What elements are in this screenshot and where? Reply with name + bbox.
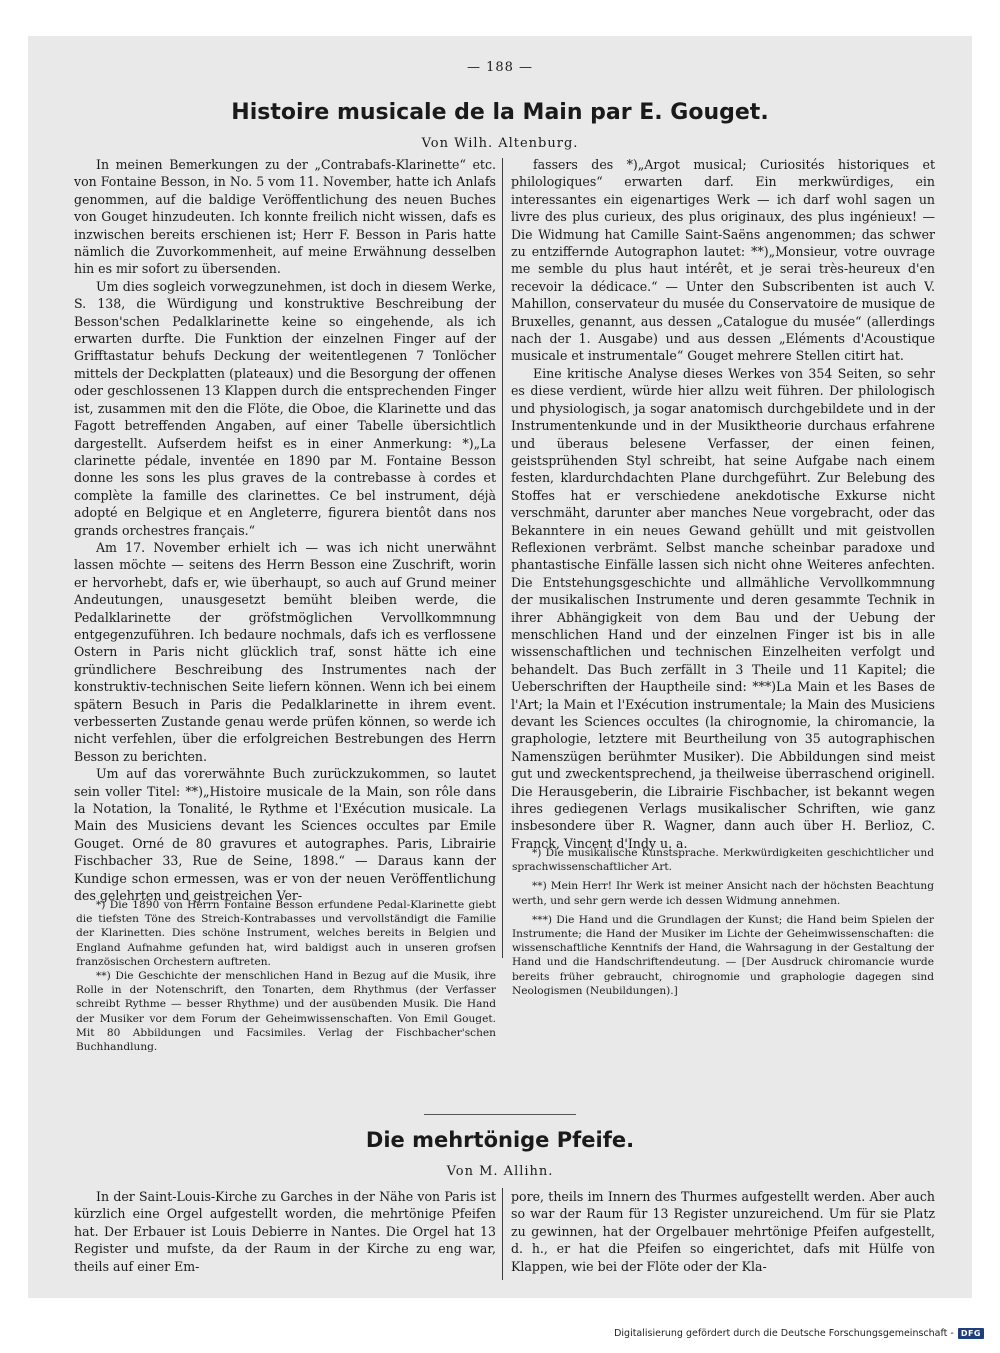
article-title: Histoire musicale de la Main par E. Gouget.: [231, 100, 769, 125]
dfg-logo-icon: DFG: [958, 1328, 984, 1339]
footnote: **) Die Geschichte der menschlichen Hand in Bezug auf die Musik, ihre Rolle in der Notenschrift, den Tonarten, dem Rhythmus (der Verfasser schreibt Rythme — besser Rhythme) und der ausübenden Musik. Die Hand der Musiker vor dem Forum der Geheimwissenschaften. Von Emil Gouget. Mit 80 Abbildungen und Facsimiles. Verlag der Fischbacher'schen Buchhandlung.: [76, 970, 496, 1054]
scanned-page: [28, 36, 972, 1298]
paragraph: pore, theils im Innern des Thurmes aufgestellt werden. Aber auch so war der Raum für 13 Register unzureichend. Um für sie Platz zu gewinnen, hat der Orgelbauer mehrtönige Pfeifen aufgestellt, d. h., er hat die Pfeifen so eingerichtet, dafs mit Hülfe von Klappen, wie bei der Flöte oder der Kla-: [511, 1189, 935, 1274]
footnote: ***) Die Hand und die Grundlagen der Kunst; die Hand beim Spielen der Instrumente; die Hand der Musiker im Lichte der Geheimwissenschaften: die wissenschaftliche Kenntnifs der Hand, die Wahrsagung in der Gestaltung der Hand und die Handschriftendeutung. — [Der Ausdruck chiromancie wurde bereits früher gebraucht, chirognomie und graphologie dagegen sind Neologismen (Neubildungen).]: [512, 913, 934, 997]
section-divider: [424, 1114, 576, 1115]
footnotes-left: [76, 898, 496, 1054]
column-divider: [502, 158, 503, 958]
paragraph: Um dies sogleich vorwegzunehmen, ist doch in diesem Werke, S. 138, die Würdigung und konstruktive Beschreibung der Besson'schen Pedalklarinette keine so eingehende, als ich erwarten durfte. Die Funktion der einzelnen Finger auf der Grifftastatur behufs Deckung der weitentlegenen 7 Tonlöcher mittels der Deckplatten (plateaux) und die Besorgung der offenen oder geschlossenen 13 Klappen durch die entsprechenden Finger ist, zusammen mit den die Flöte, die Oboe, die Klarinette und das Fagott betreffenden Angaben, auf einer Tabelle übersichtlich dargestellt. Aufserdem heifst es in einer Anmerkung: *)„La clarinette pédale, inventée en 1890 par M. Fontaine Besson donne les sons les plus graves de la contrebasse à cordes et complète la famille des clarinettes. Ce bel instrument, déjà adopté en Belgique et en Angleterre, figurera bientôt dans nos grands orchestres français.“: [74, 278, 496, 538]
article-right-column: [511, 156, 935, 851]
article-title: Die mehrtönige Pfeife.: [365, 1128, 635, 1152]
paragraph: In der Saint-Louis-Kirche zu Garches in der Nähe von Paris ist kürzlich eine Orgel aufgestellt worden, die mehrtönige Pfeifen hat. Der Erbauer ist Louis Debierre in Nantes. Die Orgel hat 13 Register und mufste, da der Raum in der Kirche zu eng war, theils auf einer Em-: [74, 1189, 496, 1274]
paragraph: In meinen Bemerkungen zu der „Contrabafs-Klarinette“ etc. von Fontaine Besson, in No. 5 vom 11. November, hatte ich Anlafs genommen, auf die baldige Veröffentlichung des neuen Buches von Gouget hinzudeuten. Ich konnte freilich nicht wissen, dafs es inzwischen bereits erschienen ist; Herr F. Besson in Paris hatte nämlich die Zuvorkommenheit, auf meine Erwähnung desselben hin es mir sofort zu übersenden.: [74, 157, 496, 277]
footnote: **) Mein Herr! Ihr Werk ist meiner Ansicht nach der höchsten Beachtung werth, und sehr gern werde ich dessen Widmung annehmen.: [512, 880, 934, 907]
page-number: — 188 —: [466, 60, 534, 75]
article-left-column: [74, 1188, 496, 1288]
digitization-credit: [614, 1328, 984, 1339]
paragraph: Eine kritische Analyse dieses Werkes von 354 Seiten, so sehr es diese verdient, würde hier allzu weit führen. Der philologisch und physiologisch, ja sogar anatomisch durchgebildete und in der Instrumentenkunde und in der Musiktheorie durchaus erfahrene und überaus belesene Verfasser, der einen feinen, geistsprühenden Styl schreibt, hat seine Aufgabe nach einem festen, klardurchdachten Plane durchgeführt. Zur Belebung des Stoffes hat er verschiedene anekdotische Exkurse nicht verschmäht, darunter aber manches Neue vorgebracht, oder das Bekanntere in ein neues Gewand gehüllt und mit geistvollen Reflexionen verbrämt. Selbst manche scheinbar paradoxe und phantastische Einfälle lassen sich nicht ohne Weiteres anfechten. Die Entstehungsgeschichte und allmähliche Vervollkommnung der musikalischen Instrumente und deren gesammte Technik in ihrer Abhängigkeit von dem Bau und der Uebung der menschlichen Hand und der einzelnen Finger ist bis in alle wissenschaftlichen und technischen Einzelheiten verfolgt und behandelt. Das Buch zerfällt in 3 Theile und 11 Kapitel; die Ueberschriften der Hauptheile sind: ***)La Main et les Bases de l'Art; la Main et l'Exécution instrumentale; la Main des Musiciens devant les Sciences occultes (la chirognomie, la chiromancie, la graphologie, letztere mit Beurtheilung von 35 autographischen Namenszügen berühmter Musiker). Die Abbildungen sind meist gut und zweckentsprechend, ja theilweise überraschend originell. Die Herausgeberin, die Librairie Fischbacher, ist bekannt wegen ihres gediegenen Verlags musikalischer Schriften, wie ganz insbesondere über R. Wagner, dann auch über H. Berlioz, C. Franck, Vincent d'Indy u. a.: [511, 365, 935, 851]
article-left-column: [74, 156, 496, 904]
credit-text: Digitalisierung gefördert durch die Deutsche Forschungsgemeinschaft -: [614, 1328, 954, 1339]
paragraph: Um auf das vorerwähnte Buch zurückzukommen, so lautet sein voller Titel: **)„Histoire musicale de la Main, son rôle dans la Notation, la Tonalité, le Rythme et l'Exécution musicale. La Main des Musiciens devant les Sciences occultes par Emile Gouget. Orné de 80 gravures et autographes. Paris, Librairie Fischbacher 33, Rue de Seine, 1898.“ — Daraus kann der Kundige schon ermessen, was er von der neuen Veröffentlichung des gelehrten und geistreichen Ver-: [74, 766, 496, 904]
article-right-column: [511, 1188, 935, 1288]
footnotes-right: [512, 846, 934, 1003]
column-divider: [502, 1188, 503, 1280]
paragraph: fassers des *)„Argot musical; Curiosités historiques et philologiques“ erwarten darf. Ein merkwürdiges, ein interessantes ein eigenartiges Werk — ich darf wohl sagen un livre des plus curieux, des plus originaux, des plus ingénieux! — Die Widmung hat Camille Saint-Saëns angenommen; das schwer zu entziffernde Autographon lautet: **)„Monsieur, votre ouvrage me semble du plus haut intérêt, et je serai très-heureux d'en recevoir la dédicace.“ — Unter den Subscribenten ist auch V. Mahillon, conservateur du musée du Conservatoire de musique de Bruxelles, genannt, aus dessen „Catalogue du musée“ (allerdings nach der 1. Ausgabe) und aus dessen „Eléments d'Acoustique musicale et instrumentale“ Gouget mehrere Stellen citirt hat.: [511, 157, 935, 364]
paragraph: Am 17. November erhielt ich — was ich nicht unerwähnt lassen möchte — seitens des Herrn Besson eine Zuschrift, worin er hervorhebt, dafs er, wie überhaupt, so auch auf Grund meiner Andeutungen, unausgesetzt bemüht bleiben werde, die Pedalklarinette der gröfstmöglichen Vervollkommnung entgegenzuführen. Ich bedaure nochmals, dafs ich es verflossene Ostern in Paris nicht glücklich traf, sonst hätte ich eine gründlichere Beschreibung des Instrumentes nach der konstruktiv-technischen Seite liefern können. Wenn ich bei einem spätern Besuch in Paris die Pedalklarinette in ihrem event. verbesserten Zustande genau werde prüfen können, so werde ich nicht verfehlen, über die erfolgreichen Bestrebungen des Herrn Besson zu berichten.: [74, 539, 496, 764]
footnote: *) Die musikalische Kunstsprache. Merkwürdigkeiten geschichtlicher und sprachwissenschaftlicher Art.: [512, 847, 934, 874]
footnote: *) Die 1890 von Herrn Fontaine Besson erfundene Pedal-Klarinette giebt die tiefsten Töne des Streich-Kontrabasses und vervollständigt die Familie der Klarinetten. Dies schöne Instrument, welches bereits in Belgien und England Aufnahme gefunden hat, wird baldigst auch in unseren grofsen französischen Orchestern auftreten.: [76, 899, 496, 968]
article-byline: Von M. Allihn.: [446, 1164, 554, 1179]
article-byline: Von Wilh. Altenburg.: [421, 136, 579, 151]
